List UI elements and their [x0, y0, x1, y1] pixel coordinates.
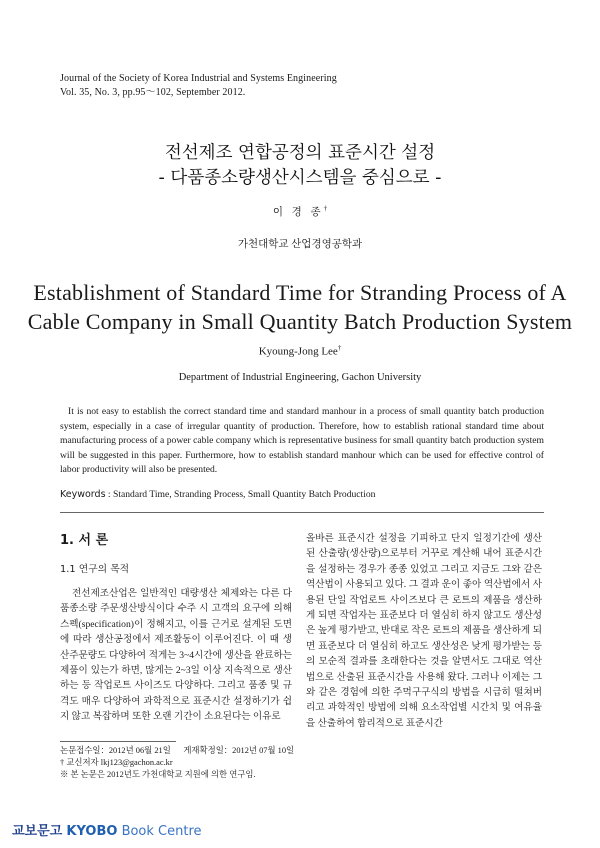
journal-header [60, 72, 337, 100]
corresponding-mark: † [323, 204, 328, 213]
brand-korean: 교보문고 [12, 824, 63, 839]
korean-author [0, 204, 600, 219]
keywords: Keywords : Standard Time, Stranding Process, Small Quantity Batch Production [60, 489, 376, 500]
section-heading: 1. 서 론 [60, 533, 109, 548]
english-title-line1: Establishment of Standard Time for Stranding Process of A [33, 280, 567, 305]
korean-title [0, 141, 600, 191]
footnote-corresponding: † 교신저자 lkj123@gachon.ac.kr [60, 758, 173, 767]
footnote-divider [60, 741, 176, 742]
korean-author-name: 이 경 종 [272, 207, 324, 218]
brand-english: KYOBO [66, 824, 118, 839]
footnotes [60, 745, 294, 781]
kyobo-watermark [12, 820, 202, 839]
abstract: It is not easy to establish the correct standard time and standard manhour in a process of small quantity batch production system, especially in a case of irregular quantity of production. Therefore, how to establish rational standard time about manufacturing process of a power cable company which is representative business for small quantity batch production system will be suggested in this paper. Furthermore, how to establish standard manhour which can be used for effective control of labor productivity will also be presented. [60, 406, 544, 476]
english-title-line2: Cable Company in Small Quantity Batch Production System [27, 309, 573, 334]
english-author [0, 344, 600, 358]
korean-title-line1: 전선제조 연합공정의 표준시간 설정 [164, 143, 436, 163]
english-author-name: Kyoung-Jong Lee [258, 345, 338, 358]
korean-affiliation: 가천대학교 산업경영공학과 [237, 239, 363, 250]
section-divider [60, 512, 544, 513]
footnote-note: ※ 본 논문은 2012년도 가천대학교 지원에 의한 연구임. [60, 770, 256, 779]
body-text-right-column: 올바른 표준시간 설정을 기피하고 단지 일정기간에 생산된 산출량(생산량)으로부터 거꾸로 계산해 내어 표준시간을 설정하는 경우가 종종 있었고 그리고 지금도 그와 같은 역산법이 사용되고 있다. 그 결과 운이 좋아 역산법에서 사용된 단일 작업로트 사이즈보다 큰 로트의 제품을 생산하게 되면 작업자는 표준보다 더 열심히 하지 않고도 생산성은 높게 평가받고, 반대로 작은 로트의 제품을 생산하게 되면 표준보다 더 열심히 하고도 생산성은 낮게 평가받는 등의 모순적 결과를 초래한다는 것을 알면서도 그대로 역산법으로 산출된 표준시간을 사용해 왔다. 그러나 이제는 그와 같은 경험에 의한 주먹구구식의 방법을 시급히 떨쳐버리고 과학적인 방법에 의해 요소작업별 시간치 및 여유율을 산출하여 합리적으로 표준시간 [306, 533, 542, 729]
journal-issue: Vol. 35, No. 3, pp.95～102, September 2012. [60, 87, 246, 98]
english-title [0, 278, 600, 336]
korean-title-line2: - 다품종소량생산시스템을 중심으로 - [158, 168, 442, 188]
footnote-dates: 논문접수일：2012년 06월 21일 게재확정일：2012년 07월 10일 [60, 746, 295, 755]
brand-sub: Book Centre [121, 824, 202, 839]
keywords-label: Keywords [60, 489, 106, 500]
english-affiliation: Department of Industrial Engineering, Gachon University [178, 372, 422, 383]
subsection-heading: 1.1 연구의 목적 [60, 564, 130, 575]
journal-name: Journal of the Society of Korea Industrial and Systems Engineering [60, 73, 337, 84]
body-text-left-column: 전선제조산업은 일반적인 대량생산 체제와는 다른 다품종소량 주문생산방식이다 수주 시 고객의 요구에 의해 스펙(specification)이 정해지고, 이를 근거로 설계된 도면에 따라 생산공정에서 제조활동이 이루어진다. 이 때 생산주문량도 다양하여 적게는 3~4시간에 생산을 완료하는 제품이 있는가 하면, 많게는 2~3일 이상 지속적으로 생산하는 등 작업로트 사이즈도 다양하다. 그리고 품종 및 규격도 매우 다양하여 과학적으로 표준시간 설정하기가 쉽지 않고 복잡하며 또한 오랜 기간이 소요된다는 이유로 [60, 588, 292, 723]
english-corresponding-mark: † [337, 344, 342, 352]
keywords-values: Standard Time, Stranding Process, Small Quantity Batch Production [113, 489, 376, 500]
